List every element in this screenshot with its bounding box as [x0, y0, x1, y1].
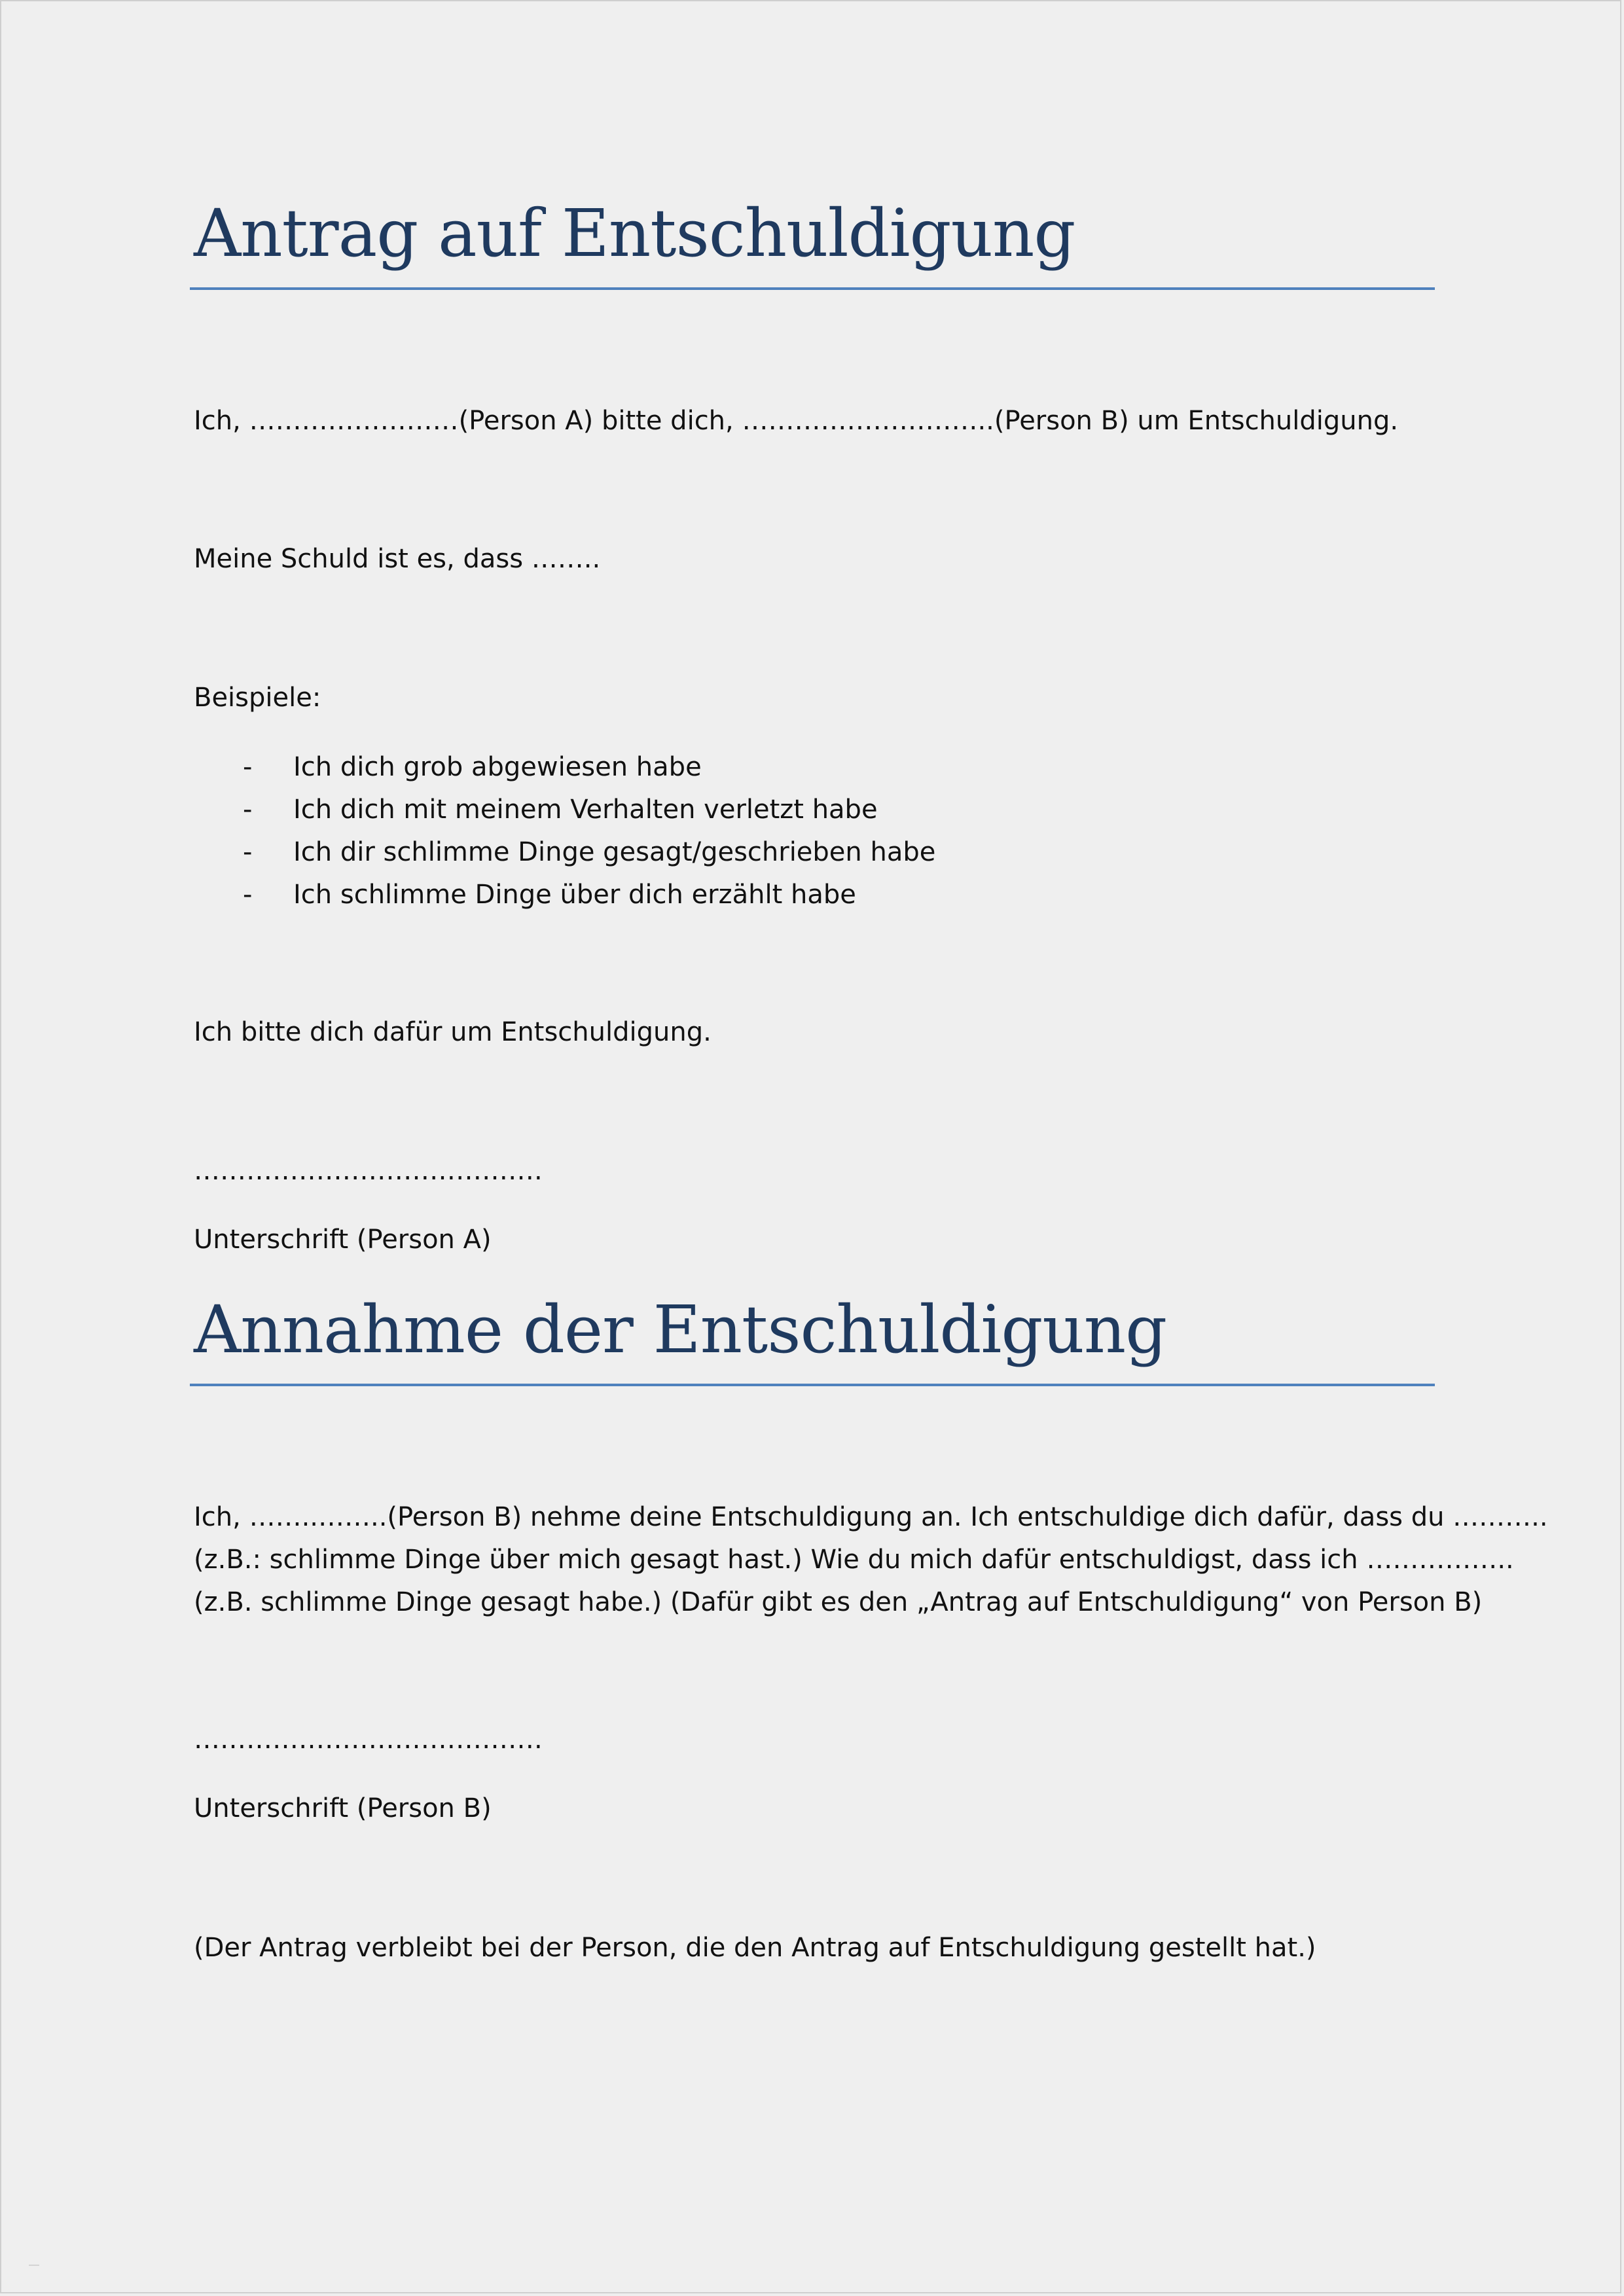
list-item-text: Ich dir schlimme Dinge gesagt/geschrieben habe	[293, 837, 936, 867]
page-corner-mark	[29, 2265, 39, 2266]
examples-label: Beispiele:	[194, 683, 321, 713]
list-item-text: Ich dich mit meinem Verhalten verletzt habe	[293, 795, 878, 825]
list-dash: -	[243, 837, 253, 867]
list-dash: -	[243, 752, 253, 782]
signature-label-a: Unterschrift (Person A)	[194, 1225, 492, 1255]
signature-line-a: ………………………………….	[194, 1156, 543, 1186]
heading-rule	[190, 287, 1435, 290]
signature-line-b: ………………………………….	[194, 1725, 543, 1755]
acceptance-paragraph	[194, 1496, 1548, 1624]
heading-antrag: Antrag auf Entschuldigung	[194, 195, 1075, 272]
closing-note: (Der Antrag verbleibt bei der Person, die den Antrag auf Entschuldigung gestellt hat.)	[194, 1933, 1316, 1963]
signature-label-b: Unterschrift (Person B)	[194, 1793, 492, 1823]
paragraph-line: (z.B.: schlimme Dinge über mich gesagt hast.) Wie du mich dafür entschuldigst, dass ich ……………..	[194, 1545, 1514, 1575]
list-item-text: Ich schlimme Dinge über dich erzählt habe	[293, 880, 856, 910]
list-item-text: Ich dich grob abgewiesen habe	[293, 752, 702, 782]
intro-line: Ich, ……………………(Person A) bitte dich, ………………………..(Person B) um Entschuldigung.	[194, 406, 1399, 436]
paragraph-line: Ich, ……..……..(Person B) nehme deine Entschuldigung an. Ich entschuldige dich dafür, dass du ………..	[194, 1502, 1548, 1532]
heading-rule	[190, 1384, 1435, 1386]
guilt-line: Meine Schuld ist es, dass ……..	[194, 544, 601, 574]
heading-annahme: Annahme der Entschuldigung	[194, 1291, 1167, 1368]
list-dash: -	[243, 880, 253, 910]
request-line: Ich bitte dich dafür um Entschuldigung.	[194, 1017, 712, 1047]
paragraph-line: (z.B. schlimme Dinge gesagt habe.) (Dafür gibt es den „Antrag auf Entschuldigung“ von Person B)	[194, 1587, 1483, 1617]
list-dash: -	[243, 795, 253, 825]
